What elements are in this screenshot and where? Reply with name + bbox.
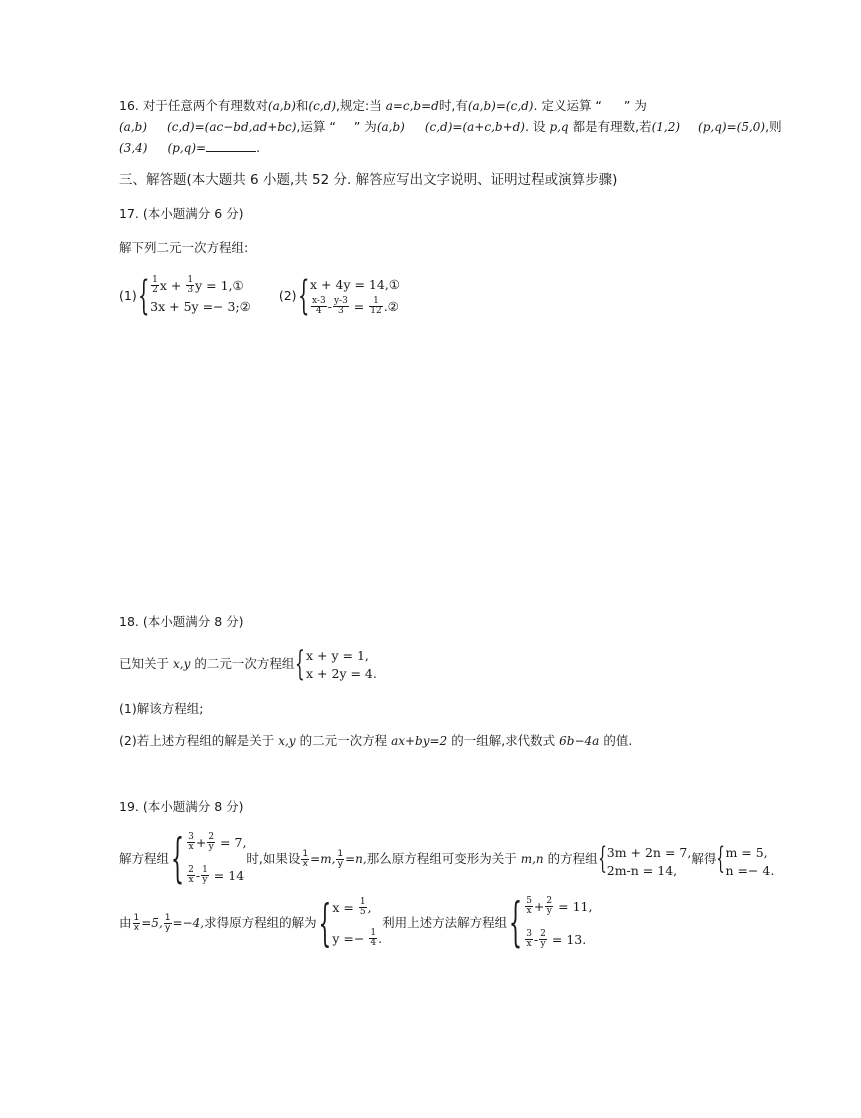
q16-text2: ,规定:当 <box>336 98 382 113</box>
q18-p2-expression: 6b−4a <box>559 734 600 748</box>
q16-l2-text5: ,则 <box>765 119 782 134</box>
q18-system <box>294 644 377 684</box>
q17-sys1-eq1: $\frac{1}{2}$ x + $\frac{1}{3}$ y = 1,① <box>152 275 244 295</box>
q19-text3: 那么原方程组可变形为关于 <box>366 851 517 866</box>
section-heading: 三、解答题(本大题共 6 小题,共 52 分. 解答应写出文字说明、证明过程或演算步骤) <box>119 172 618 188</box>
fraction: $\frac{1}{2}$ <box>152 275 158 295</box>
q17-intro: 解下列二元一次方程组: <box>119 240 249 255</box>
q18-eq2: x + 2y = 4. <box>306 666 377 681</box>
q19-vars-mn: m,n <box>520 852 544 866</box>
q18-eq1: x + y = 1, <box>306 648 369 663</box>
q16-l2-def2: (c,d)=(a+c,b+d) <box>424 120 525 134</box>
q17-sys2-lines <box>310 276 400 316</box>
q18-p2-vars: x,y <box>278 734 296 748</box>
q19-text1: 解方程组 <box>119 851 170 866</box>
q16-pair-cd: (c,d) <box>308 99 337 113</box>
q19-r-text3: 利用上述方法解方程组 <box>382 915 508 930</box>
q17-sys1-lines <box>150 276 251 316</box>
q17-system-2 <box>278 273 401 319</box>
q17-part2-label: (2) <box>278 288 297 303</box>
q16-l2-text: ,运算 “ <box>296 119 336 134</box>
left-brace: { <box>295 644 306 684</box>
q19-trans-eq2: 2m-n = 14, <box>606 863 678 878</box>
fraction: $\frac{x-3}{4}$ <box>312 296 326 316</box>
q16-text: 对于任意两个有理数对 <box>142 98 268 113</box>
q19-sol-m: m = 5, <box>725 845 768 860</box>
q16-pair-ab: (a,b) <box>267 99 296 113</box>
q16-text3: 时,有 <box>438 98 468 113</box>
q16-l2-ab: (a,b) <box>119 120 148 134</box>
q18-p2-text3: 的一组解,求代数式 <box>451 733 556 748</box>
q16-text4: . 定义运算 “ <box>533 98 602 113</box>
q19-target-eq2: $\frac{3}{x}$ - $\frac{2}{y}$ = 13. <box>526 929 587 949</box>
q18-heading: 18. (本小题满分 8 分) <box>119 614 244 629</box>
q18-text1: 已知关于 <box>119 656 170 671</box>
fraction: $\frac{1}{3}$ <box>187 275 194 295</box>
q16-l2-ab2: (a,b) <box>376 120 405 134</box>
q19-orig-eq2: $\frac{2}{x}$ - $\frac{1}{y}$ = 14 <box>188 865 245 885</box>
q19-mn-solution <box>716 841 775 878</box>
q18-p2-text1: (2)若上述方程组的解是关于 <box>119 733 275 748</box>
q17-sys2-eq1: x + 4y = 14,① <box>310 277 401 292</box>
q19-sub-n: =n, <box>345 852 367 866</box>
q19-r-x: =5, <box>141 916 163 930</box>
q16-text5: ” 为 <box>623 98 647 113</box>
left-brace: { <box>170 829 185 889</box>
left-brace: { <box>509 893 523 953</box>
q16-l3-34: (3,4) <box>119 141 148 155</box>
q16-l2-result: (p,q)=(5,0) <box>698 120 766 134</box>
q19-text5: 解得 <box>691 851 717 866</box>
q16-l2-text3: . 设 <box>525 119 546 134</box>
q16-l3-period: . <box>256 140 261 155</box>
fraction: $\frac{y-3}{3}$ <box>333 296 348 316</box>
q16-l2-12: (1,2) <box>651 120 681 134</box>
q17-sys2-eq2: $\frac{x-3}{4}$ - $\frac{y-3}{3}$ = $\frac{1}{12}$ .② <box>312 296 399 316</box>
q17-system-1 <box>119 273 251 319</box>
q19-text2: 时,如果设 <box>246 851 301 866</box>
q19-sub-m: =m, <box>310 852 336 866</box>
q19-line2: 由 $\frac{1}{x}$ =5, $\frac{1}{y}$ =−4, 求得原方程组的解为 { x = $\frac{1}{5}$ , y =− $\frac{1}{4}$ . 利用上述方法解方程组 { $\frac{5}{x}$ + $\frac{2}{y}$ = 11, $\frac{3}{x}$ - $\frac{2}{y}$ = 13. <box>119 893 593 953</box>
q17-part1-label: (1) <box>119 288 137 303</box>
q16-l3-pq: (p,q)= <box>167 141 207 155</box>
q19-r-y: =−4, <box>172 916 205 930</box>
q17-heading: 17. (本小题满分 6 分) <box>119 206 244 221</box>
q16-and: 和 <box>295 98 309 113</box>
left-brace: { <box>597 841 607 876</box>
left-brace: { <box>318 894 331 952</box>
q17-systems <box>119 273 401 320</box>
q18-part2 <box>119 732 632 750</box>
q19-orig-eq1: $\frac{3}{x}$ + $\frac{2}{y}$ = 7, <box>188 832 247 852</box>
q19-target-eq1: $\frac{5}{x}$ + $\frac{2}{y}$ = 11, <box>526 896 593 916</box>
q19-xy-solution <box>317 894 383 952</box>
q19-sol-x: x = $\frac{1}{5}$ , <box>332 897 372 917</box>
q16-line2 <box>119 118 782 136</box>
left-brace: { <box>137 273 150 319</box>
q16-l2-def1: (c,d)=(ac−bd,ad+bc) <box>167 120 297 134</box>
q18-vars: x,y <box>173 657 191 671</box>
fraction: $\frac{1}{12}$ <box>370 296 382 316</box>
q18-statement <box>119 646 377 682</box>
left-brace: { <box>297 273 310 319</box>
q16-condition: a=c,b=d <box>385 99 439 113</box>
q18-p2-text4: 的值. <box>603 733 633 748</box>
q16-equality: (a,b)=(c,d) <box>467 99 534 113</box>
q19-trans-eq1: 3m + 2n = 7, <box>606 845 692 860</box>
q16-l2-text2: ” 为 <box>353 119 377 134</box>
q19-heading: 19. (本小题满分 8 分) <box>119 799 244 814</box>
q16-line1 <box>119 97 647 115</box>
q19-r-text2: 求得原方程组的解为 <box>204 915 317 930</box>
q16-pq: p,q <box>549 120 569 134</box>
q16-line3 <box>119 139 260 157</box>
q16-l2-text4: 都是有理数,若 <box>572 119 652 134</box>
q19-original-system <box>169 829 247 889</box>
q19-sol-n: n =− 4. <box>725 863 775 878</box>
q17-sys1-eq2: 3x + 5y =− 3;② <box>150 299 251 314</box>
q19-r-text1: 由 <box>119 915 132 930</box>
answer-blank[interactable] <box>206 139 256 152</box>
q19-transformed-system <box>597 841 692 878</box>
left-brace: { <box>716 841 726 876</box>
q19-sol-y: y =− $\frac{1}{4}$ . <box>332 928 383 948</box>
q16-number: 16. <box>119 98 139 113</box>
q19-target-system <box>507 893 593 953</box>
q18-part1: (1)解该方程组; <box>119 701 204 716</box>
q18-text2: 的二元一次方程组 <box>194 656 295 671</box>
q19-text4: 的方程组 <box>547 851 598 866</box>
q19-line1: 解方程组 { $\frac{3}{x}$ + $\frac{2}{y}$ = 7, $\frac{2}{x}$ - $\frac{1}{y}$ = 14 时,如果设 $\frac{1}{x}$ =m, $\frac{1}{y}$ =n, 那么原方程组可变形为关于 m,n 的方程组 { 3m + 2n = 7, 2m-n = 14, 解得 { m = 5, n =− 4. <box>119 829 775 889</box>
q18-p2-text2: 的二元一次方程 <box>299 733 388 748</box>
q18-p2-equation: ax+by=2 <box>391 734 448 748</box>
